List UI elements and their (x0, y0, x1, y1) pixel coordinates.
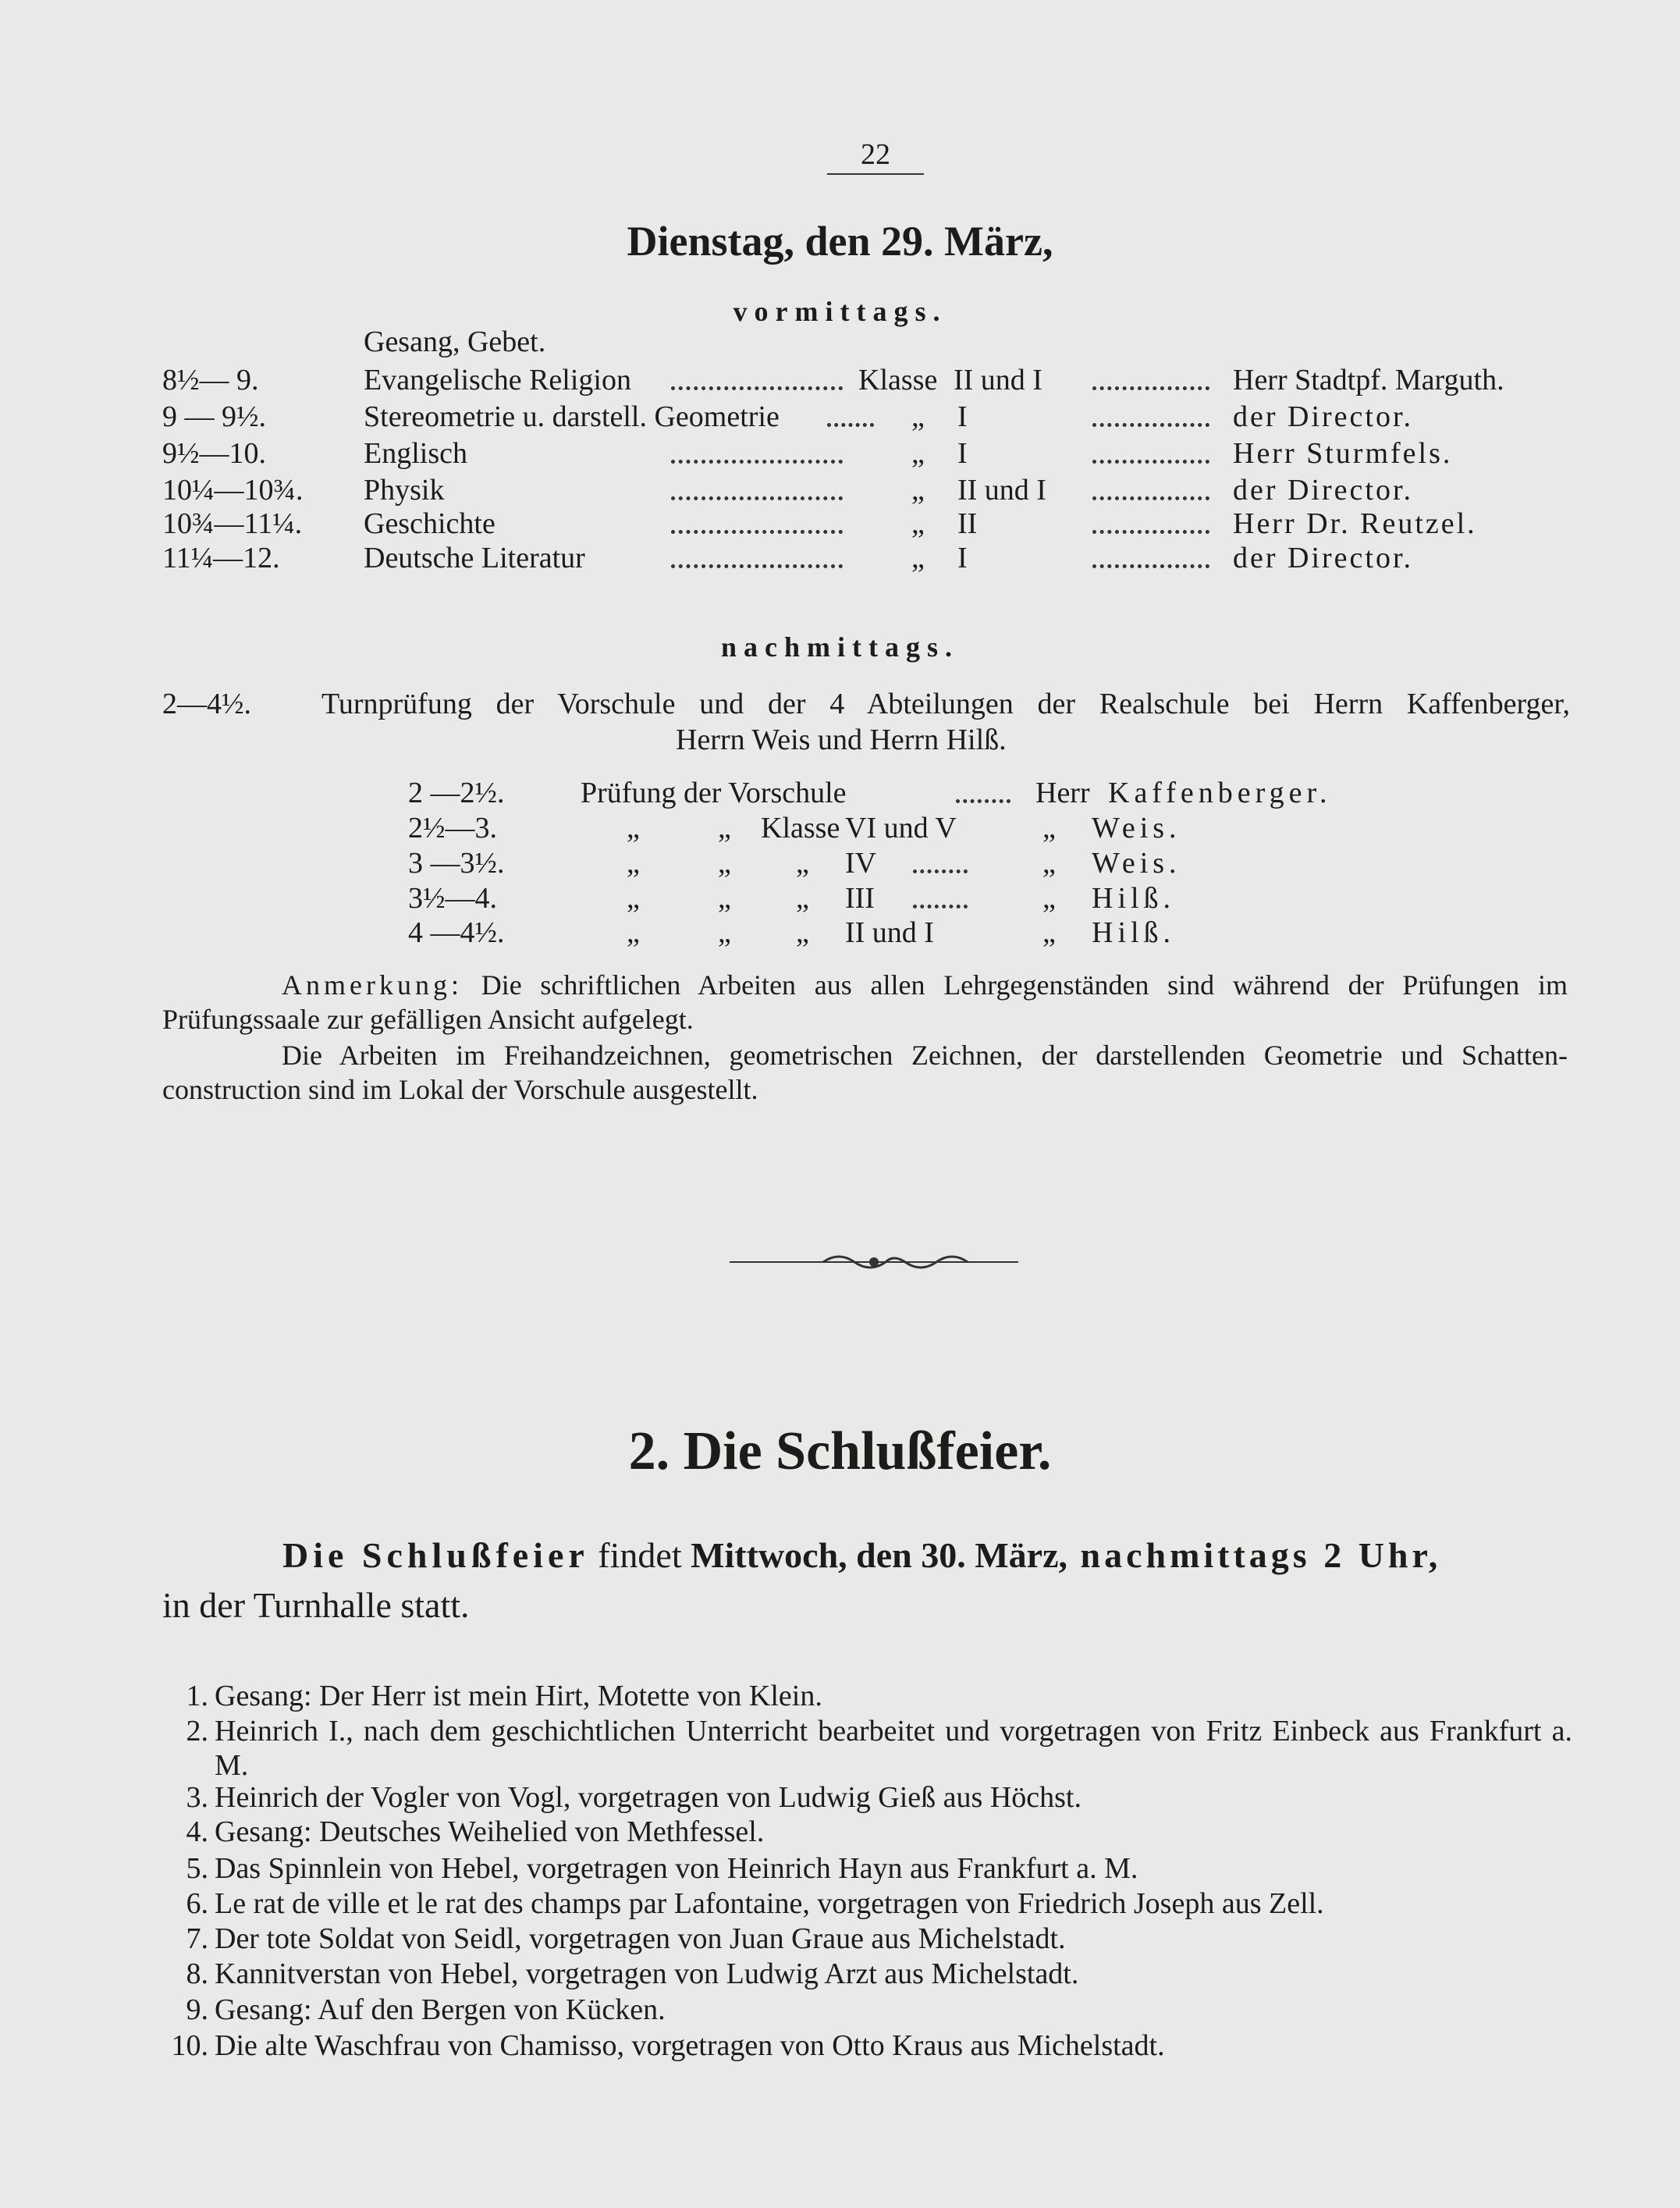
subject-cell: Englisch (364, 437, 467, 470)
teacher-cell: Kaffenberger. (1108, 777, 1332, 809)
time-cell: 10¾—11¼. (162, 507, 303, 540)
ditto-cell: „ (718, 916, 731, 949)
item-text: Die alte Waschfrau von Chamisso, vorgetragen von Otto Kraus aus Michelstadt. (215, 2029, 1165, 2062)
teacher-cell: Herr Sturmfels. (1233, 437, 1453, 470)
teacher-cell: Hilß. (1092, 916, 1176, 949)
turn-time: 2—4½. (162, 688, 251, 720)
item-number: 6. (186, 1887, 208, 1920)
item-number: 8. (186, 1957, 208, 1990)
subject-cell: Stereometrie u. darstell. Geometrie (364, 400, 780, 433)
page-number: 22 (827, 137, 924, 175)
ditto-cell: „ (718, 847, 731, 880)
dot-leader (1092, 423, 1209, 427)
dot-leader (1092, 386, 1209, 390)
teacher-cell: Herr Dr. Reutzel. (1233, 507, 1477, 540)
list-item (0, 1714, 1680, 1784)
item-number: 9. (186, 1993, 208, 2026)
item-text: Gesang: Deutsches Weihelied von Methfessel. (215, 1815, 765, 1848)
opening-text: Gesang, Gebet. (364, 325, 546, 358)
dot-leader (1092, 496, 1209, 500)
item-number: 1. (186, 1680, 208, 1712)
item-number: 4. (186, 1815, 208, 1848)
time-cell: 8½— 9. (162, 364, 259, 396)
subject-cell: Deutsche Literatur (364, 542, 585, 574)
class-prefix: Klasse (761, 812, 840, 844)
class-cell: VI und V (845, 812, 957, 844)
dot-leader (1092, 460, 1209, 464)
teacher-prefix: „ (1042, 847, 1056, 880)
item-number: 5. (186, 1852, 208, 1885)
subject-cell: Evangelische Religion (364, 364, 631, 396)
time-cell: 4 —4½. (408, 916, 505, 949)
class-cell: II und I (954, 364, 1042, 396)
time-cell: 9½—10. (162, 437, 266, 470)
time-cell: 3½—4. (408, 882, 497, 915)
class-prefix: „ (796, 882, 809, 915)
subject-cell: Geschichte (364, 507, 495, 540)
intro-part: Die Schlußfeier (282, 1535, 589, 1575)
class-prefix: „ (911, 437, 925, 470)
time-cell: 3 —3½. (408, 847, 505, 880)
note-paragraph-2: Die Arbeiten im Freihandzeichnen, geometrischen Zeichnen, der darstellenden Geometrie und Schatten-construction sind im Lokal der Vorschule ausgestellt. (162, 1040, 1568, 1105)
ditto-cell: „ (718, 812, 731, 844)
dot-leader (913, 869, 968, 873)
teacher-cell: der Director. (1233, 542, 1414, 574)
dot-leader (913, 905, 968, 908)
teacher-cell: der Director. (1233, 474, 1414, 507)
class-cell: II und I (845, 916, 934, 949)
item-text: Kannitverstan von Hebel, vorgetragen von Ludwig Arzt aus Michelstadt. (215, 1957, 1079, 1990)
class-cell: II und I (957, 474, 1046, 507)
item-text: Gesang: Auf den Bergen von Kücken. (215, 1993, 666, 2026)
dot-leader (827, 423, 874, 427)
item-number: 7. (186, 1922, 208, 1955)
dot-leader (1092, 530, 1209, 534)
dot-leader (671, 386, 843, 390)
ditto-cell: „ (627, 916, 640, 949)
teacher-prefix: „ (1042, 812, 1056, 844)
class-prefix: „ (796, 916, 809, 949)
item-number: 3. (186, 1781, 208, 1814)
class-cell: II (957, 507, 978, 540)
ditto-cell: „ (627, 812, 640, 844)
turn-text-1: Turnprüfung der Vorschule und der 4 Abteilungen der Realschule bei Herrn Kaffenberger, (321, 688, 1570, 720)
time-cell: 11¼—12. (162, 542, 280, 574)
dot-leader (671, 496, 843, 500)
note-text-1: Die schriftlichen Arbeiten aus allen Lehrgegenständen sind während der Prüfungen im Prüfungssaale zur gefälligen Ansicht aufgelegt. (162, 969, 1568, 1035)
class-cell: III (845, 882, 875, 915)
intro-date: Mittwoch, den 30. März, (691, 1535, 1067, 1575)
item-text: Gesang: Der Herr ist mein Hirt, Motette von Klein. (215, 1680, 822, 1712)
class-cell: IV (845, 847, 877, 880)
time-cell: 10¼—10¾. (162, 474, 304, 507)
intro-line-2: in der Turnhalle statt. (162, 1585, 470, 1625)
ornament-divider (730, 1249, 1018, 1275)
dot-leader (671, 530, 843, 534)
ditto-cell: Prüfung der Vorschule (581, 777, 847, 809)
teacher-prefix: „ (1042, 916, 1056, 949)
teacher-cell: Hilß. (1092, 882, 1176, 915)
section-title: 2. Die Schlußfeier. (628, 1421, 1052, 1481)
teacher-cell: Herr Stadtpf. Marguth. (1233, 364, 1504, 396)
note-paragraph-1 (162, 968, 1568, 1036)
class-cell: I (957, 400, 968, 433)
item-text: Heinrich I., nach dem geschichtlichen Unterricht bearbeitet und vorgetragen von Fritz Einbeck aus Frankfurt a. M. (215, 1715, 1572, 1782)
class-cell: I (957, 542, 968, 574)
dot-leader (1092, 564, 1209, 568)
intro-line-1 (282, 1534, 1441, 1576)
class-prefix: „ (796, 847, 809, 880)
ditto-cell: „ (627, 882, 640, 915)
dot-leader (956, 799, 1010, 803)
teacher-prefix: „ (1042, 882, 1056, 915)
teacher-cell: Weis. (1092, 847, 1181, 880)
item-text: Der tote Soldat von Seidl, vorgetragen von Juan Graue aus Michelstadt. (215, 1922, 1066, 1955)
item-number: 2. (186, 1715, 208, 1748)
class-prefix: Klasse (858, 364, 938, 396)
turn-text-2: Herrn Weis und Herrn Hilß. (676, 724, 1007, 756)
dot-leader (671, 564, 843, 568)
item-number: 10. (171, 2029, 208, 2062)
ditto-cell: „ (718, 882, 731, 915)
item-text: Le rat de ville et le rat des champs par Lafontaine, vorgetragen von Friedrich Joseph aus Zell. (215, 1887, 1324, 1920)
class-prefix: „ (911, 542, 925, 574)
teacher-cell: der Director. (1233, 400, 1414, 433)
list-item (0, 2028, 1680, 2099)
item-text: Das Spinnlein von Hebel, vorgetragen von Heinrich Hayn aus Frankfurt a. M. (215, 1852, 1138, 1885)
class-prefix: „ (911, 507, 925, 540)
day-heading: Dienstag, den 29. März, (627, 218, 1053, 265)
afternoon-label: nachmittags. (721, 631, 959, 663)
intro-time: nachmittags 2 Uhr, (1067, 1535, 1442, 1575)
teacher-cell: Weis. (1092, 812, 1181, 844)
dot-leader (671, 460, 843, 464)
class-prefix: „ (911, 474, 925, 507)
ditto-cell: „ (627, 847, 640, 880)
class-prefix: „ (911, 400, 925, 433)
note-label: Anmerkung: (282, 969, 463, 1001)
item-text: Heinrich der Vogler von Vogl, vorgetragen von Ludwig Gieß aus Höchst. (215, 1781, 1082, 1814)
morning-label: vormittags. (733, 296, 947, 327)
time-cell: 2 —2½. (408, 777, 505, 809)
time-cell: 2½—3. (408, 812, 497, 844)
subject-cell: Physik (364, 474, 445, 507)
intro-part: findet (588, 1535, 691, 1575)
class-cell: I (957, 437, 968, 470)
teacher-prefix: Herr (1035, 777, 1090, 809)
time-cell: 9 — 9½. (162, 400, 266, 433)
